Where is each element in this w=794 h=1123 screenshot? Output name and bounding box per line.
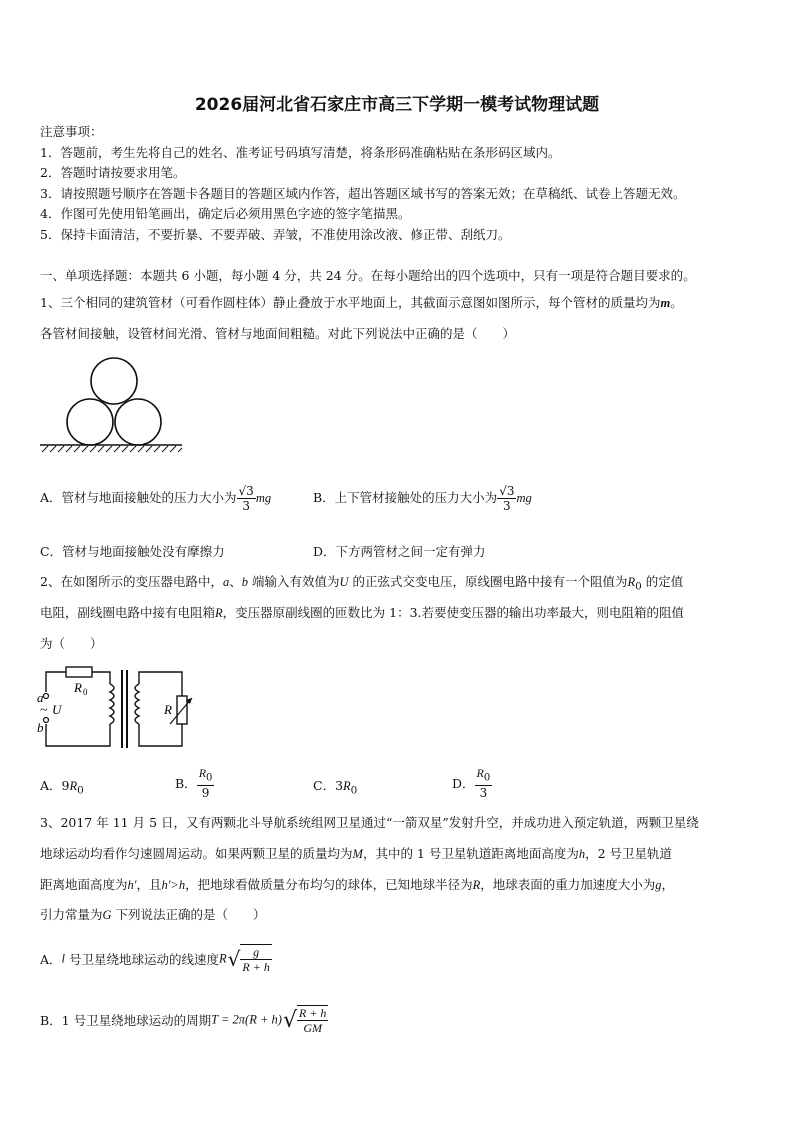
q2-stem: 2、在如图所示的变压器电路中，a、b 端输入有效值为U 的正弦式交变电压，原线圈电路中接有一个阻值为$R_0$ 的定值 (40, 574, 684, 593)
q2-option-d: D． $\frac{R_0}{3}$ (452, 766, 491, 801)
q1-option-d: D．下方两管材之间一定有弹力 (313, 544, 486, 559)
notice-heading: 注意事项： (40, 124, 103, 139)
svg-text:U: U (52, 702, 62, 717)
q1-option-a: A．管材与地面接触处的压力大小为 $\frac{√3}{3}$ mg (40, 484, 272, 513)
notice-item: 5．保持卡面清洁，不要折暴、不要弄破、弄皱，不准使用涂改液、修正带、刮纸刀。 (40, 227, 511, 242)
svg-text:b: b (37, 720, 44, 735)
left-pipe (67, 399, 113, 445)
page-title: 2026届河北省石家庄市高三下学期一模考试物理试题 (194, 95, 600, 115)
primary-coil (110, 684, 114, 724)
q3-stem-3: 距离地面高度为h'，且h'>h，把地球看做质量分布均匀的球体，已知地球半径为R，地球表面的重力加速度大小为g， (40, 877, 675, 892)
ground-hatching (42, 446, 182, 452)
notice-item: 4．作图可先使用铅笔画出，确定后必须用黑色字迹的签字笔描黑。 (40, 206, 411, 221)
svg-text:0: 0 (83, 687, 88, 697)
notice-item: 2．答题时请按要求用笔。 (40, 165, 186, 180)
q3-option-b: B．1 号卫星绕地球运动的周期T = 2π(R + h)√ $\frac{R + h}{GM}$ (40, 1006, 327, 1035)
right-pipe (115, 399, 161, 445)
svg-text:~: ~ (40, 703, 48, 718)
q3-stem: 3、2017 年 11 月 5 日，又有两颗北斗导航系统组网卫星通过“一箭双星”发射升空，并成功进入预定轨道，两颗卫星绕 (40, 815, 699, 830)
terminal-b (44, 718, 49, 723)
transformer-circuit (36, 662, 196, 756)
q2-stem-2: 电阻，副线圈电路中接有电阻箱R，变压器原副线圈的匝数比为 1：3.若要使变压器的输出功率最大，则电阻箱的阻值 (40, 605, 685, 620)
q1-stem-2: 各管材间接触，设管材间光滑、管材与地面间粗糙。对此下列说法中正确的是（ ） (40, 326, 516, 341)
secondary-coil (135, 684, 139, 724)
svg-text:R: R (74, 680, 82, 695)
q1-option-b: B．上下管材接触处的压力大小为 $\frac{√3}{3}$ mg (313, 484, 532, 513)
notice-item: 1．答题前，考生先将自己的姓名、准考证号码填写清楚，将条形码准确粘贴在条形码区域内。 (40, 145, 561, 160)
svg-text:R: R (164, 702, 172, 717)
q2-option-b: B． $\frac{R_0}{9}$ (175, 766, 213, 801)
pipes-figure (38, 356, 184, 456)
q3-stem-4: 引力常量为G 下列说法正确的是（ ） (40, 907, 266, 922)
terminal-a (44, 694, 49, 699)
q3-option-a: A．l 号卫星绕地球运动的线速度R√ $\frac{g}{R + h}$ (40, 945, 270, 974)
svg-text:a: a (37, 690, 44, 705)
q2-option-c: C．$3R_0$ (313, 778, 358, 797)
q3-stem-2: 地球运动均看作匀速圆周运动。如果两颗卫星的质量均为M，其中的 1 号卫星轨道距离地面高度为h，2 号卫星轨道 (40, 846, 673, 861)
q2-stem-3: 为（ ） (40, 636, 103, 651)
notice-item: 3．请按照题号顺序在答题卡各题目的答题区域内作答，超出答题区域书写的答案无效；在草稿纸、试卷上答题无效。 (40, 186, 686, 201)
top-pipe (91, 358, 137, 404)
q1-option-c: C．管材与地面接触处没有摩擦力 (40, 544, 225, 559)
resistor-r0 (66, 667, 92, 677)
q2-option-a: A．$9R_0$ (40, 778, 84, 797)
section-heading: 一、单项选择题：本题共 6 小题，每小题 4 分，共 24 分。在每小题给出的四个选项中，只有一项是符合题目要求的。 (40, 268, 696, 283)
q1-stem: 1、三个相同的建筑管材（可看作圆柱体）静止叠放于水平地面上，其截面示意图如图所示，每个管材的质量均为m。 (40, 295, 683, 310)
